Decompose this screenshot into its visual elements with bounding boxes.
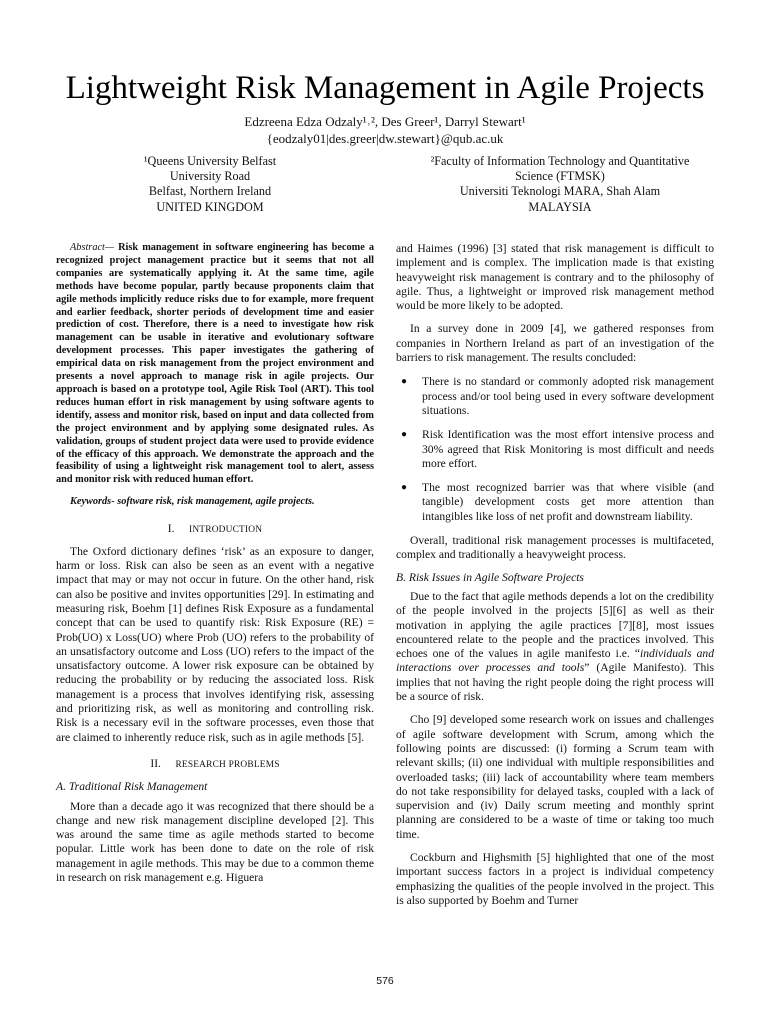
list-item-text: The most recognized barrier was that where visible (and tangible) development costs get more attention than intangibles like loss of net profit and downstream liability.: [422, 481, 714, 523]
author-emails: {eodzaly01|des.greer|dw.stewart}@qub.ac.uk: [266, 131, 504, 146]
paragraph-cho: Cho [9] developed some research work on issues and challenges of agile software development with Scrum, among which the following points are discussed: (i) forming a Scrum team with relevant skills; (ii) one individual with multiple responsibilities and overloaded tasks; (iii) lack of accountability where team members do not take responsibility for delayed tasks, coupled with a lack of supervision and (iv) Daily scrum meeting and monthly sprint planning are considered to be a waste of time or taking too much time.: [396, 713, 714, 841]
list-item-text: There is no standard or commonly adopted risk management process and/or tool being used in every software development situations.: [422, 375, 714, 417]
section-number: II.: [150, 756, 161, 770]
bullet-icon: ●: [401, 429, 408, 441]
author-block: [0, 113, 770, 147]
subsection-heading-a: A. Traditional Risk Management: [56, 780, 208, 794]
paper-title: Lightweight Risk Management in Agile Projects: [65, 70, 705, 106]
abstract-lead: Abstract—: [70, 242, 115, 253]
list-item-text: Risk Identification was the most effort intensive process and 30% agreed that Risk Monitoring is most difficult and needs more effort.: [422, 428, 714, 470]
affiliation-line: ²Faculty of Information Technology and Quantitative: [430, 154, 690, 168]
section-number: I.: [167, 521, 175, 535]
affiliation-line: UNITED KINGDOM: [156, 199, 264, 214]
paragraph-survey: In a survey done in 2009 [4], we gathered responses from companies in Northern Ireland as part of an investigation of the barriers to risk management. The results concluded:: [396, 322, 714, 365]
section-heading-introduction: [56, 522, 374, 537]
right-column: [396, 242, 714, 908]
affiliation-2: [410, 154, 710, 215]
section-heading-research-problems: [56, 757, 374, 772]
list-item: [396, 375, 714, 418]
paragraph-continued: and Haimes (1996) [3] stated that risk management is difficult to implement and is complex. The implication made is that existing heavyweight risk management is contrary and to the philosophy of agile. Thus, a lightweight or improved risk management method would be more likely to be adopted.: [396, 242, 714, 313]
page-number: 576: [376, 975, 394, 987]
bullet-icon: ●: [401, 482, 408, 494]
affiliation-line: ¹Queens University Belfast: [143, 154, 277, 168]
intro-paragraph: The Oxford dictionary defines ‘risk’ as an exposure to danger, harm or loss. Risk can also be seen as an event with a negative impact that may or may not occur in future. On the other hand, risk can also be positive and invites opportunities [29]. In estimating and measuring risk, Boehm [1] defines Risk Exposure as a fundamental concept that can be used to quantify risk: Risk Exposure (RE) = Prob(UO) x Loss(UO) where Prob (UO) refers to the probability of an unsatisfactory outcome and Loss (UO) refers to the impact of the unsatisfactory outcome. A lower risk exposure can be obtained by reducing the probability or by reducing the associated loss. Risk management is a process that involves identifying risk, assessing and prioritizing risk, as well as monitoring and controlling risk. Risk is a necessary evil in the software processes, even those that are claimed to inherently reduce risk, such as in agile methods [5].: [56, 544, 374, 744]
left-column: [56, 242, 374, 885]
affiliation-line: Belfast, Northern Ireland: [148, 184, 272, 199]
author-names: Edzreena Edza Odzaly¹˒², Des Greer¹, Darryl Stewart¹: [244, 114, 526, 129]
abstract: [56, 242, 374, 487]
section-title: INTRODUCTION: [189, 524, 263, 535]
manifesto-quote: individuals and interactions over processes and tools: [396, 647, 714, 675]
paragraph-overall: Overall, traditional risk management processes is multifaceted, complex and traditionally a heavyweight process.: [396, 534, 714, 562]
text-span: Due to the fact that agile methods depends a lot on the credibility of the people involved in the projects [5][6] as well as their motivation in applying the agile practices [7][8], most issues encountered relate to the people and the practices involved. This echoes one of the values in agile manifesto i.e. “: [396, 589, 714, 661]
affiliation-line: University Road: [169, 169, 251, 184]
subsection-heading-b: B. Risk Issues in Agile Software Projects: [396, 570, 584, 584]
affiliation-line: MALAYSIA: [528, 199, 592, 214]
list-item: [396, 428, 714, 471]
section-title: RESEARCH PROBLEMS: [175, 759, 280, 770]
paragraph-cockburn: Cockburn and Highsmith [5] highlighted that one of the most important success factors in a project is individual competency emphasizing the qualities of the people involved in the project. This is also supported by Boehm and Turner: [396, 850, 714, 907]
findings-list: [396, 375, 714, 524]
affiliation-line: Science (FTMSK): [515, 169, 605, 184]
bullet-icon: ●: [401, 376, 408, 388]
affiliation-line: Universiti Teknologi MARA, Shah Alam: [459, 184, 661, 199]
affiliation-1: [100, 154, 320, 215]
text-span: ” (Agile Manifesto). This implies that not having the right people doing the right process will be a source of risk.: [396, 661, 714, 704]
keywords: Keywords- software risk, risk management, agile projects.: [70, 496, 315, 508]
paragraph-agile-risk-issues: [396, 590, 714, 704]
list-item: [396, 481, 714, 524]
abstract-text: Risk management in software engineering has become a recognized project management practice but it seems that not all companies are systematically applying it. At the same time, agile methods have become popular, partly because proponents claim that agile methods implicitly reduce risks due to for example, more frequent and earlier feedback, shorter periods of development time and easier prediction of cost. Therefore, there is a need to investigate how risk management can be usable in iterative and evolutionary software development processes. This paper investigates the gathering of empirical data on risk management from the project environment and presents a novel approach to manage risk in agile projects. Our approach is based on a prototype tool, Agile Risk Tool (ART). This tool reduces human effort in risk management by using software agents to identify, assess and monitor risk, based on input and data collected from the project environment and by applying some designated rules. As validation, groups of student project data were used to provide evidence of the efficacy of this approach. We demonstrate the approach and the feasibility of using a lightweight risk management tool to alert, assess and monitor risk with reduced human effort.: [56, 242, 374, 486]
paragraph-traditional-risk: More than a decade ago it was recognized that there should be a change and new risk management discipline developed [2]. This was around the same time as agile methods started to become popular. Little work has been done to date on the role of risk management in agile methods. This may be due to a common theme in research on risk management e.g. Higuera: [56, 799, 374, 885]
